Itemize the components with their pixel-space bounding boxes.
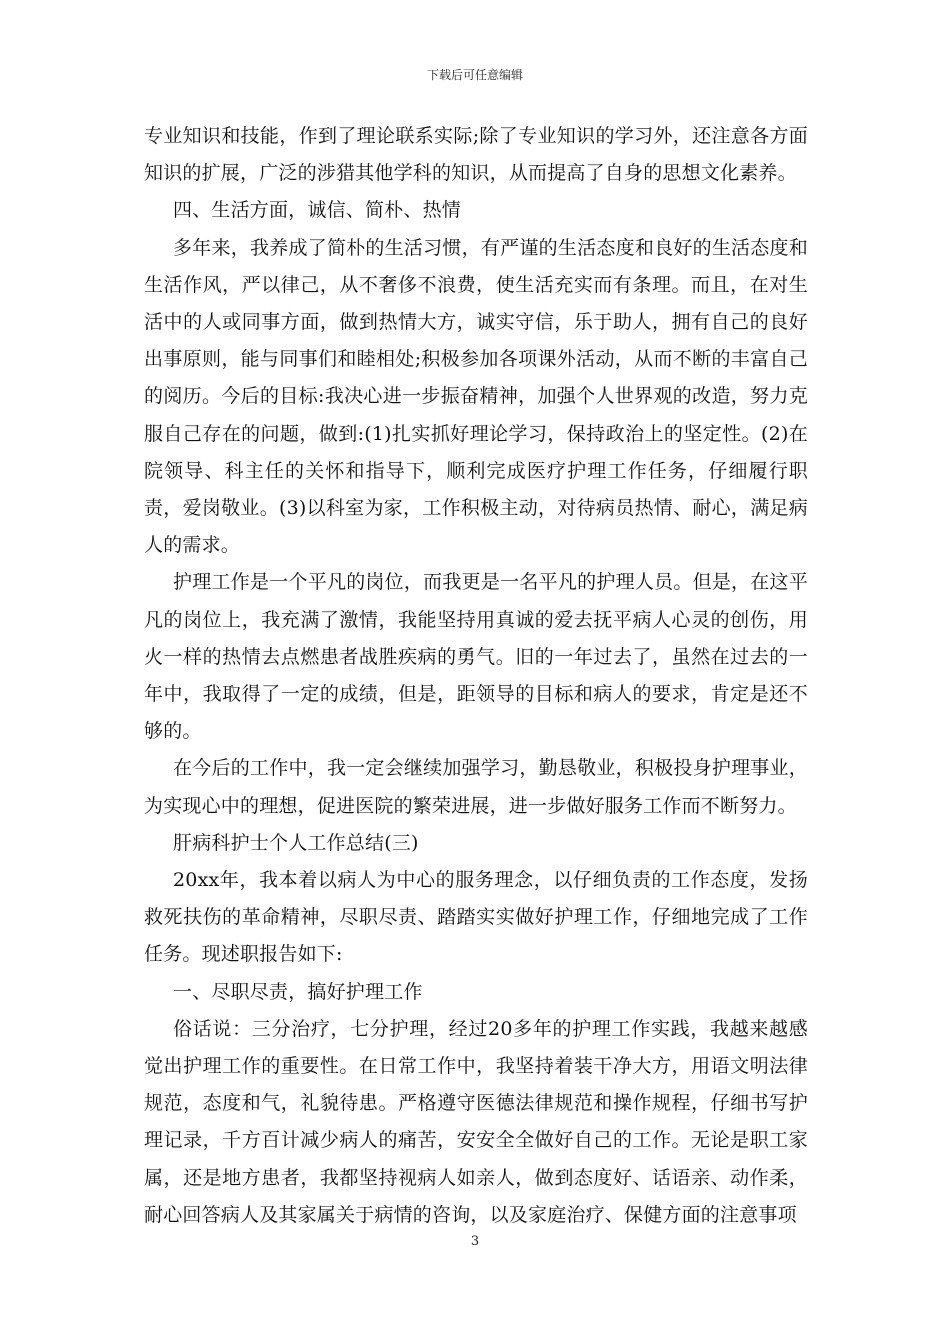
paragraph: 俗话说：三分治疗，七分护理，经过20多年的护理工作实践，我越来越感觉出护理工作的重要性。在日常工作中，我坚持着装干净大方，用语文明法律规范，态度和气，礼貌待患。严格遵守医德法律规范和操作规程，仔细书写护理记录，千方百计减少病人的痛苦，安安全全做好自己的工作。无论是职工家属，还是地方患者，我都坚持视病人如亲人，做到态度好、话语亲、动作柔，耐心回答病人及其家属关于病情的咨询，以及家庭治疗、保健方面的注意事项: [144, 1017, 808, 1226]
section-heading: 肝病科护士个人工作总结(三): [173, 831, 419, 854]
paragraph: 20xx年，我本着以病人为中心的服务理念，以仔细负责的工作态度，发扬救死扶伤的革命精神，尽职尽责、踏踏实实做好护理工作，仔细地完成了工作任务。现述职报告如下:: [144, 869, 808, 966]
page-header: 下载后可任意编辑: [426, 68, 523, 82]
paragraph: 专业知识和技能，作到了理论联系实际;除了专业知识的学习外，还注意各方面知识的扩展，广泛的涉猎其他学科的知识，从而提高了自身的思想文化素养。: [144, 125, 808, 185]
section-heading: 四、生活方面，诚信、简朴、热情: [173, 199, 462, 222]
paragraph: 在今后的工作中，我一定会继续加强学习，勤恳敬业，积极投身护理事业，为实现心中的理想，促进医院的繁荣进展，进一步做好服务工作而不断努力。: [144, 757, 808, 817]
paragraph: 护理工作是一个平凡的岗位，而我更是一名平凡的护理人员。但是，在这平凡的岗位上，我充满了激情，我能坚持用真诚的爱去抚平病人心灵的创伤，用火一样的热情去点燃患者战胜疾病的勇气。旧的一年过去了，虽然在过去的一年中，我取得了一定的成绩，但是，距领导的目标和病人的要求，肯定是还不够的。: [144, 571, 808, 743]
page-number: 3: [470, 1234, 480, 1249]
section-heading: 一、尽职尽责，搞好护理工作: [173, 980, 423, 1003]
document-body: [144, 118, 808, 1234]
paragraph: 多年来，我养成了简朴的生活习惯，有严谨的生活态度和良好的生活态度和生活作风，严以律己，从不奢侈不浪费，使生活充实而有条理。而且，在对生活中的人或同事方面，做到热情大方，诚实守信，乐于助人，拥有自己的良好出事原则，能与同事们和睦相处;积极参加各项课外活动，从而不断的丰富自己的阅历。今后的目标:我决心进一步振奋精神，加强个人世界观的改造，努力克服自己存在的问题，做到:(1)扎实抓好理论学习，保持政治上的坚定性。(2)在院领导、科主任的关怀和指导下，顺利完成医疗护理工作任务，仔细履行职责，爱岗敬业。(3)以科室为家，工作积极主动，对待病员热情、耐心，满足病人的需求。: [144, 236, 808, 557]
